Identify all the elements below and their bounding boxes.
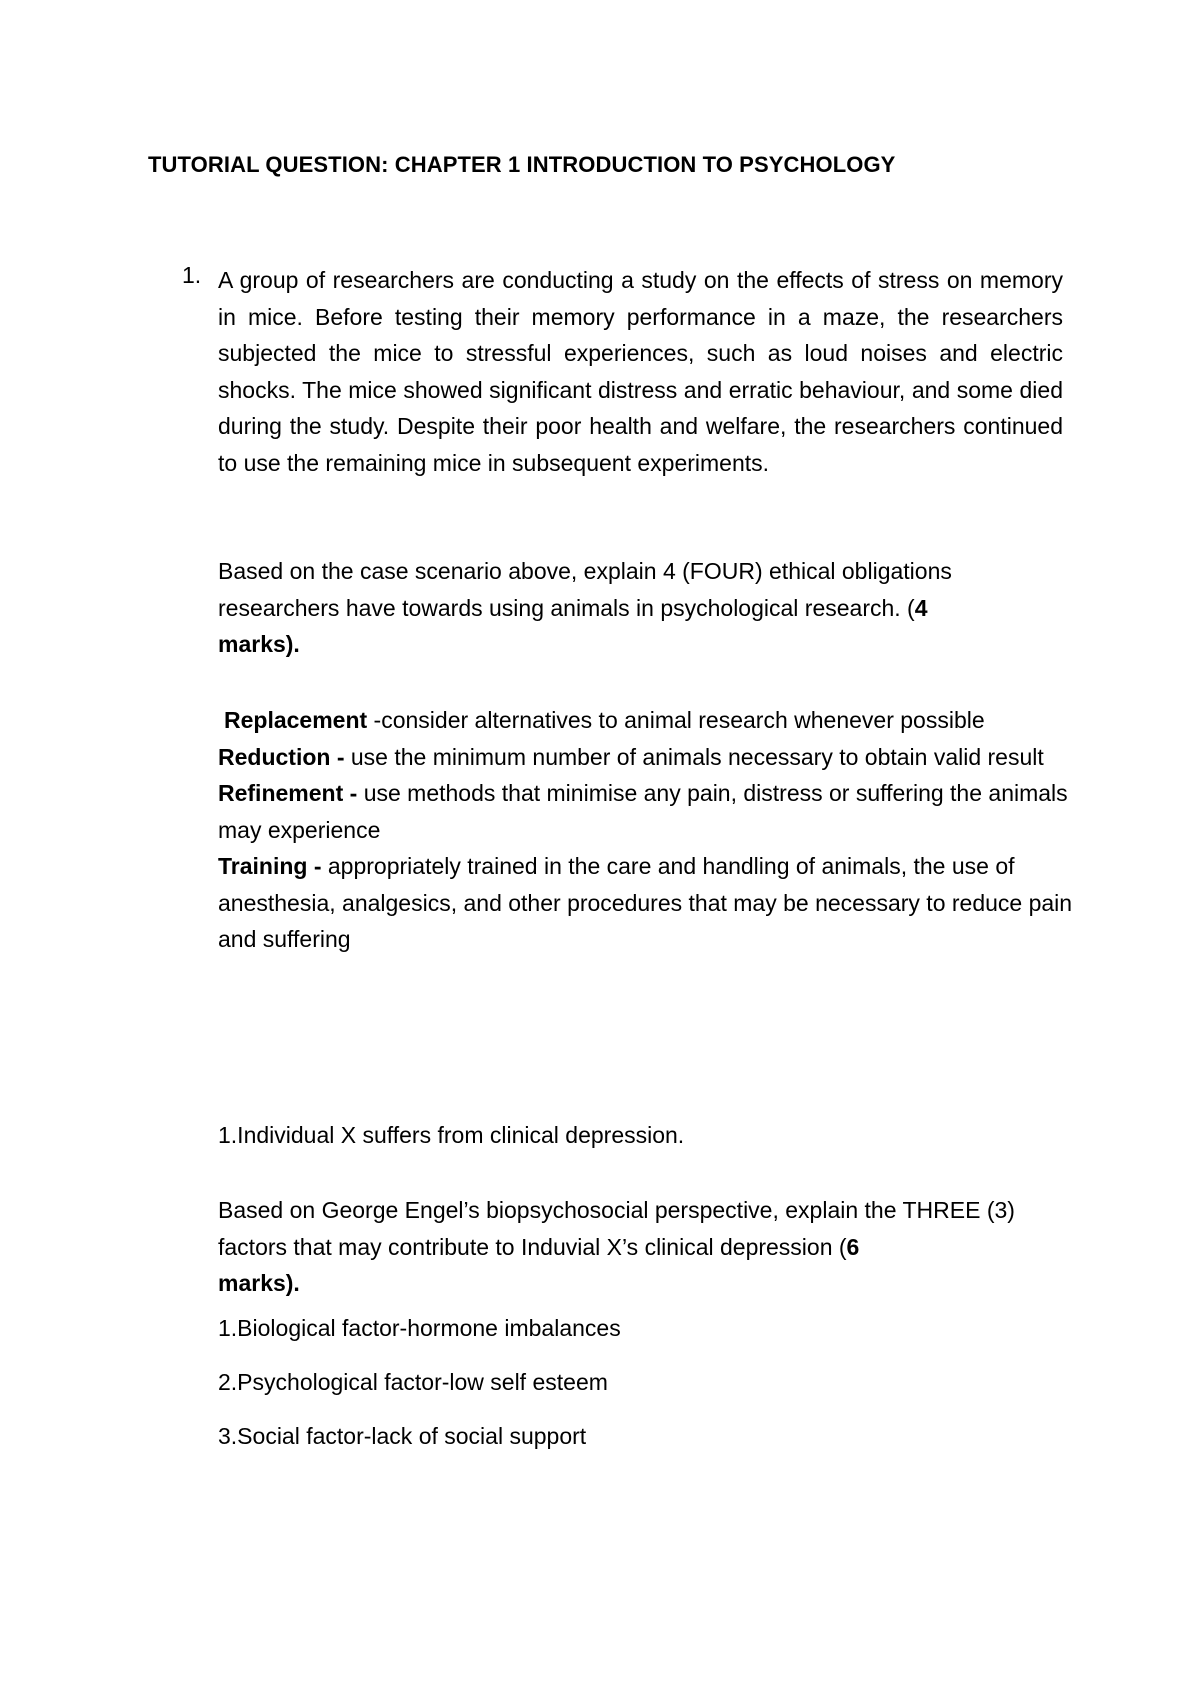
question-2-prompt-text: Based on George Engel’s biopsychosocial perspective, explain the THREE (3) factors that may contribute to Induvial X’s clinical depression ( [218, 1197, 1015, 1260]
question-2-answer-2: 2.Psychological factor-low self esteem [218, 1369, 608, 1395]
page-title: TUTORIAL QUESTION: CHAPTER 1 INTRODUCTION TO PSYCHOLOGY [148, 152, 896, 177]
answer-refinement [218, 775, 1078, 848]
answer-reduction [218, 739, 1078, 776]
answer-term: Reduction - [218, 743, 351, 770]
answer-training [218, 848, 1078, 958]
question-1-marks-number: 4 [914, 594, 928, 621]
answer-term: Replacement [224, 707, 368, 733]
question-2-marks-label: marks). [218, 1270, 300, 1296]
question-1-answers [218, 702, 1078, 958]
question-1-marks-label: marks). [218, 631, 300, 657]
answer-text: -consider alternatives to animal research whenever possible [367, 707, 985, 733]
question-1-prompt-text: Based on the case scenario above, explain 4 (FOUR) ethical obligations researchers have towards using animals in psychological research. ( [218, 558, 952, 621]
answer-text: use methods that minimise any pain, distress or suffering the animals may experience [218, 780, 1068, 843]
question-1-number: 1. [182, 262, 202, 288]
answer-text: use the minimum number of animals necessary to obtain valid result [350, 743, 1044, 770]
question-2-prompt [218, 1192, 1088, 1302]
answer-term: Refinement - [218, 780, 364, 806]
answer-term: Training - [218, 853, 328, 879]
question-1-scenario: A group of researchers are conducting a study on the effects of stress on memory in mice. Before testing their memory performance in a maze, the researchers subjected the mice to stressful experiences, such as loud noises and electric shocks. The mice showed significant distress and erratic behaviour, and some died during the study. Despite their poor health and welfare, the researchers continued to use the remaining mice in subsequent experiments. [218, 267, 1063, 476]
question-1-prompt [218, 553, 1078, 663]
question-2-marks-number: 6 [846, 1233, 860, 1260]
question-2-answer-3: 3.Social factor-lack of social support [218, 1423, 587, 1449]
question-2-scenario: 1.Individual X suffers from clinical depression. [218, 1122, 685, 1148]
answer-replacement [218, 702, 1078, 739]
question-2-answer-1: 1.Biological factor-hormone imbalances [218, 1315, 621, 1341]
answer-text: appropriately trained in the care and handling of animals, the use of anesthesia, analgesics, and other procedures that may be necessary to reduce pain and suffering [218, 853, 1073, 952]
